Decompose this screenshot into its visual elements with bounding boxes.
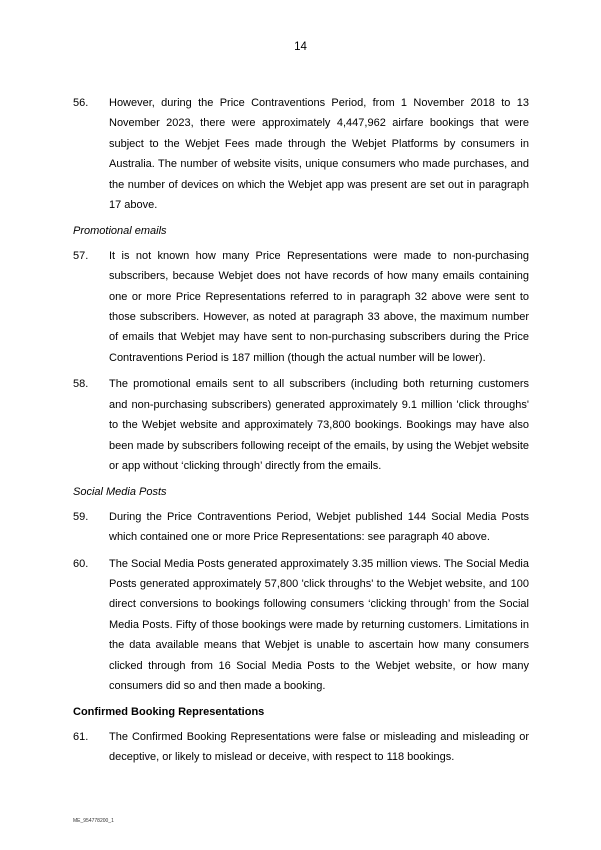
- paragraph-text: However, during the Price Contraventions Period, from 1 November 2018 to 13 November 2023, there were approximately 4,447,962 airfare bookings that were subject to the Webjet Fees made through the Webjet Platforms by consumers in Australia. The number of website visits, unique consumers who made purchases, and the number of devices on which the Webjet app was present are set out in paragraph 17 above.: [109, 97, 529, 212]
- paragraph-57: [73, 246, 529, 368]
- paragraph-text: The promotional emails sent to all subscribers (including both returning customers and non-purchasing subscribers) generated approximately 9.1 million 'click throughs' to the Webjet website and approximately 73,800 bookings. Bookings may have also been made by subscribers following receipt of the emails, by using the Webjet website or app without ‘clicking through’ directly from the emails.: [109, 378, 529, 472]
- section-heading-confirmed-booking: Confirmed Booking Representations: [73, 706, 265, 719]
- paragraph-60: [73, 554, 529, 697]
- paragraph-56: [73, 93, 529, 215]
- paragraph-number: 60.: [73, 557, 89, 570]
- paragraph-number: 57.: [73, 249, 89, 262]
- paragraph-text: During the Price Contraventions Period, Webjet published 144 Social Media Posts which contained one or more Price Representations: see paragraph 40 above.: [109, 510, 529, 544]
- paragraph-number: 59.: [73, 510, 89, 523]
- paragraph-text: The Social Media Posts generated approximately 3.35 million views. The Social Media Posts generated approximately 57,800 'click throughs' to the Webjet website, and 100 direct conversions to bookings following consumers ‘clicking through’ from the Social Media Posts. Fifty of those bookings were made by returning customers. Limitations in the data available means that Webjet is unable to ascertain how many consumers clicked through from 16 Social Media Posts to the Webjet website, or how many consumers did so and then made a booking.: [109, 557, 529, 692]
- paragraph-number: 58.: [73, 378, 89, 391]
- section-heading-promotional-emails: Promotional emails: [73, 225, 167, 238]
- paragraph-text: It is not known how many Price Representations were made to non-purchasing subscribers, because Webjet does not have records of how many emails containing one or more Price Representations referred to in paragraph 32 above were sent to those subscribers. However, as noted at paragraph 33 above, the maximum number of emails that Webjet may have sent to non-purchasing subscribers during the Price Contraventions Period is 187 million (though the actual number will be lower).: [109, 249, 529, 364]
- section-heading-social-media-posts: Social Media Posts: [73, 486, 167, 499]
- document-body: [73, 93, 529, 774]
- paragraph-58: [73, 374, 529, 476]
- paragraph-59: [73, 507, 529, 548]
- footer-document-reference: ME_954778200_1: [73, 818, 114, 824]
- paragraph-number: 61.: [73, 730, 89, 743]
- page-number: 14: [294, 41, 307, 53]
- paragraph-61: [73, 727, 529, 768]
- paragraph-number: 56.: [73, 97, 89, 109]
- paragraph-text: The Confirmed Booking Representations were false or misleading and misleading or deceptive, or likely to mislead or deceive, with respect to 118 bookings.: [109, 730, 529, 764]
